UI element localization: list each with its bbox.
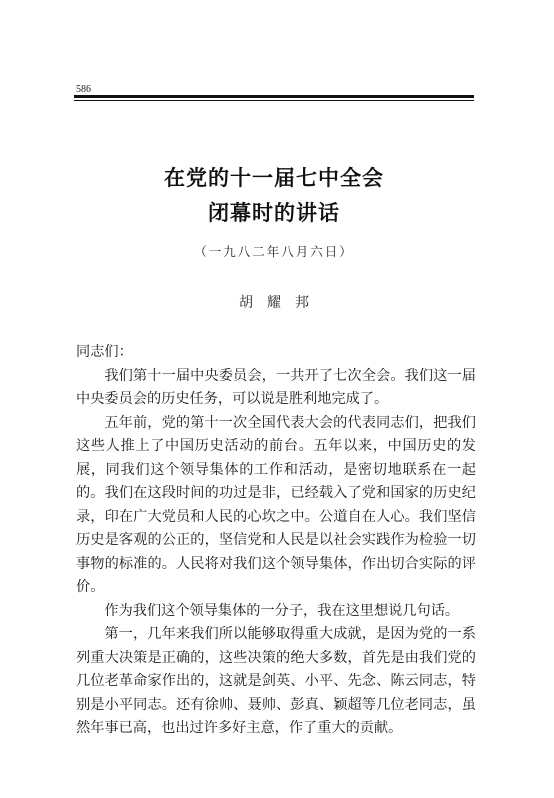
page-number: 586	[76, 84, 91, 95]
author-name: 胡耀邦	[239, 295, 323, 311]
header-rule-thick	[74, 95, 474, 98]
salutation: 同志们：	[76, 344, 133, 360]
title-line-1: 在党的十一届七中全会	[164, 166, 384, 190]
speech-body	[76, 341, 476, 741]
paragraph-1: 我们第十一届中央委员会，一共开了七次全会。我们这一届中央委员会的历史任务，可以说是胜利地完成了。	[76, 367, 476, 407]
paragraph-2: 五年前，党的第十一次全国代表大会的代表同志们，把我们这些人推上了中国历史活动的前台。五年以来，中国历史的发展，同我们这个领导集体的工作和活动，是密切地联系在一起的。我们在这段时间的功过是非，已经载入了党和国家的历史纪录，印在广大党员和人民的心坎之中。公道自在人心。我们坚信历史是客观的公正的，坚信党和人民是以社会实践作为检验一切事物的标准的。人民将对我们这个领导集体，作出切合实际的评价。	[76, 414, 476, 595]
header-rule-thin	[74, 100, 474, 101]
speech-date: （一九八二年八月六日）	[194, 244, 354, 259]
paragraph-3: 作为我们这个领导集体的一分子，我在这里想说几句话。	[104, 602, 460, 619]
title-line-2: 闭幕时的讲话	[208, 201, 340, 225]
paragraph-4: 第一，几年来我们所以能够取得重大成就，是因为党的一系列重大决策是正确的，这些决策的绝大多数，首先是由我们党的几位老革命家作出的，这就是剑英、小平、先念、陈云同志，特别是小平同志。还有徐帅、聂帅、彭真、颖超等几位老同志，虽然年事已高，也出过许多好主意，作了重大的贡献。	[76, 626, 476, 736]
